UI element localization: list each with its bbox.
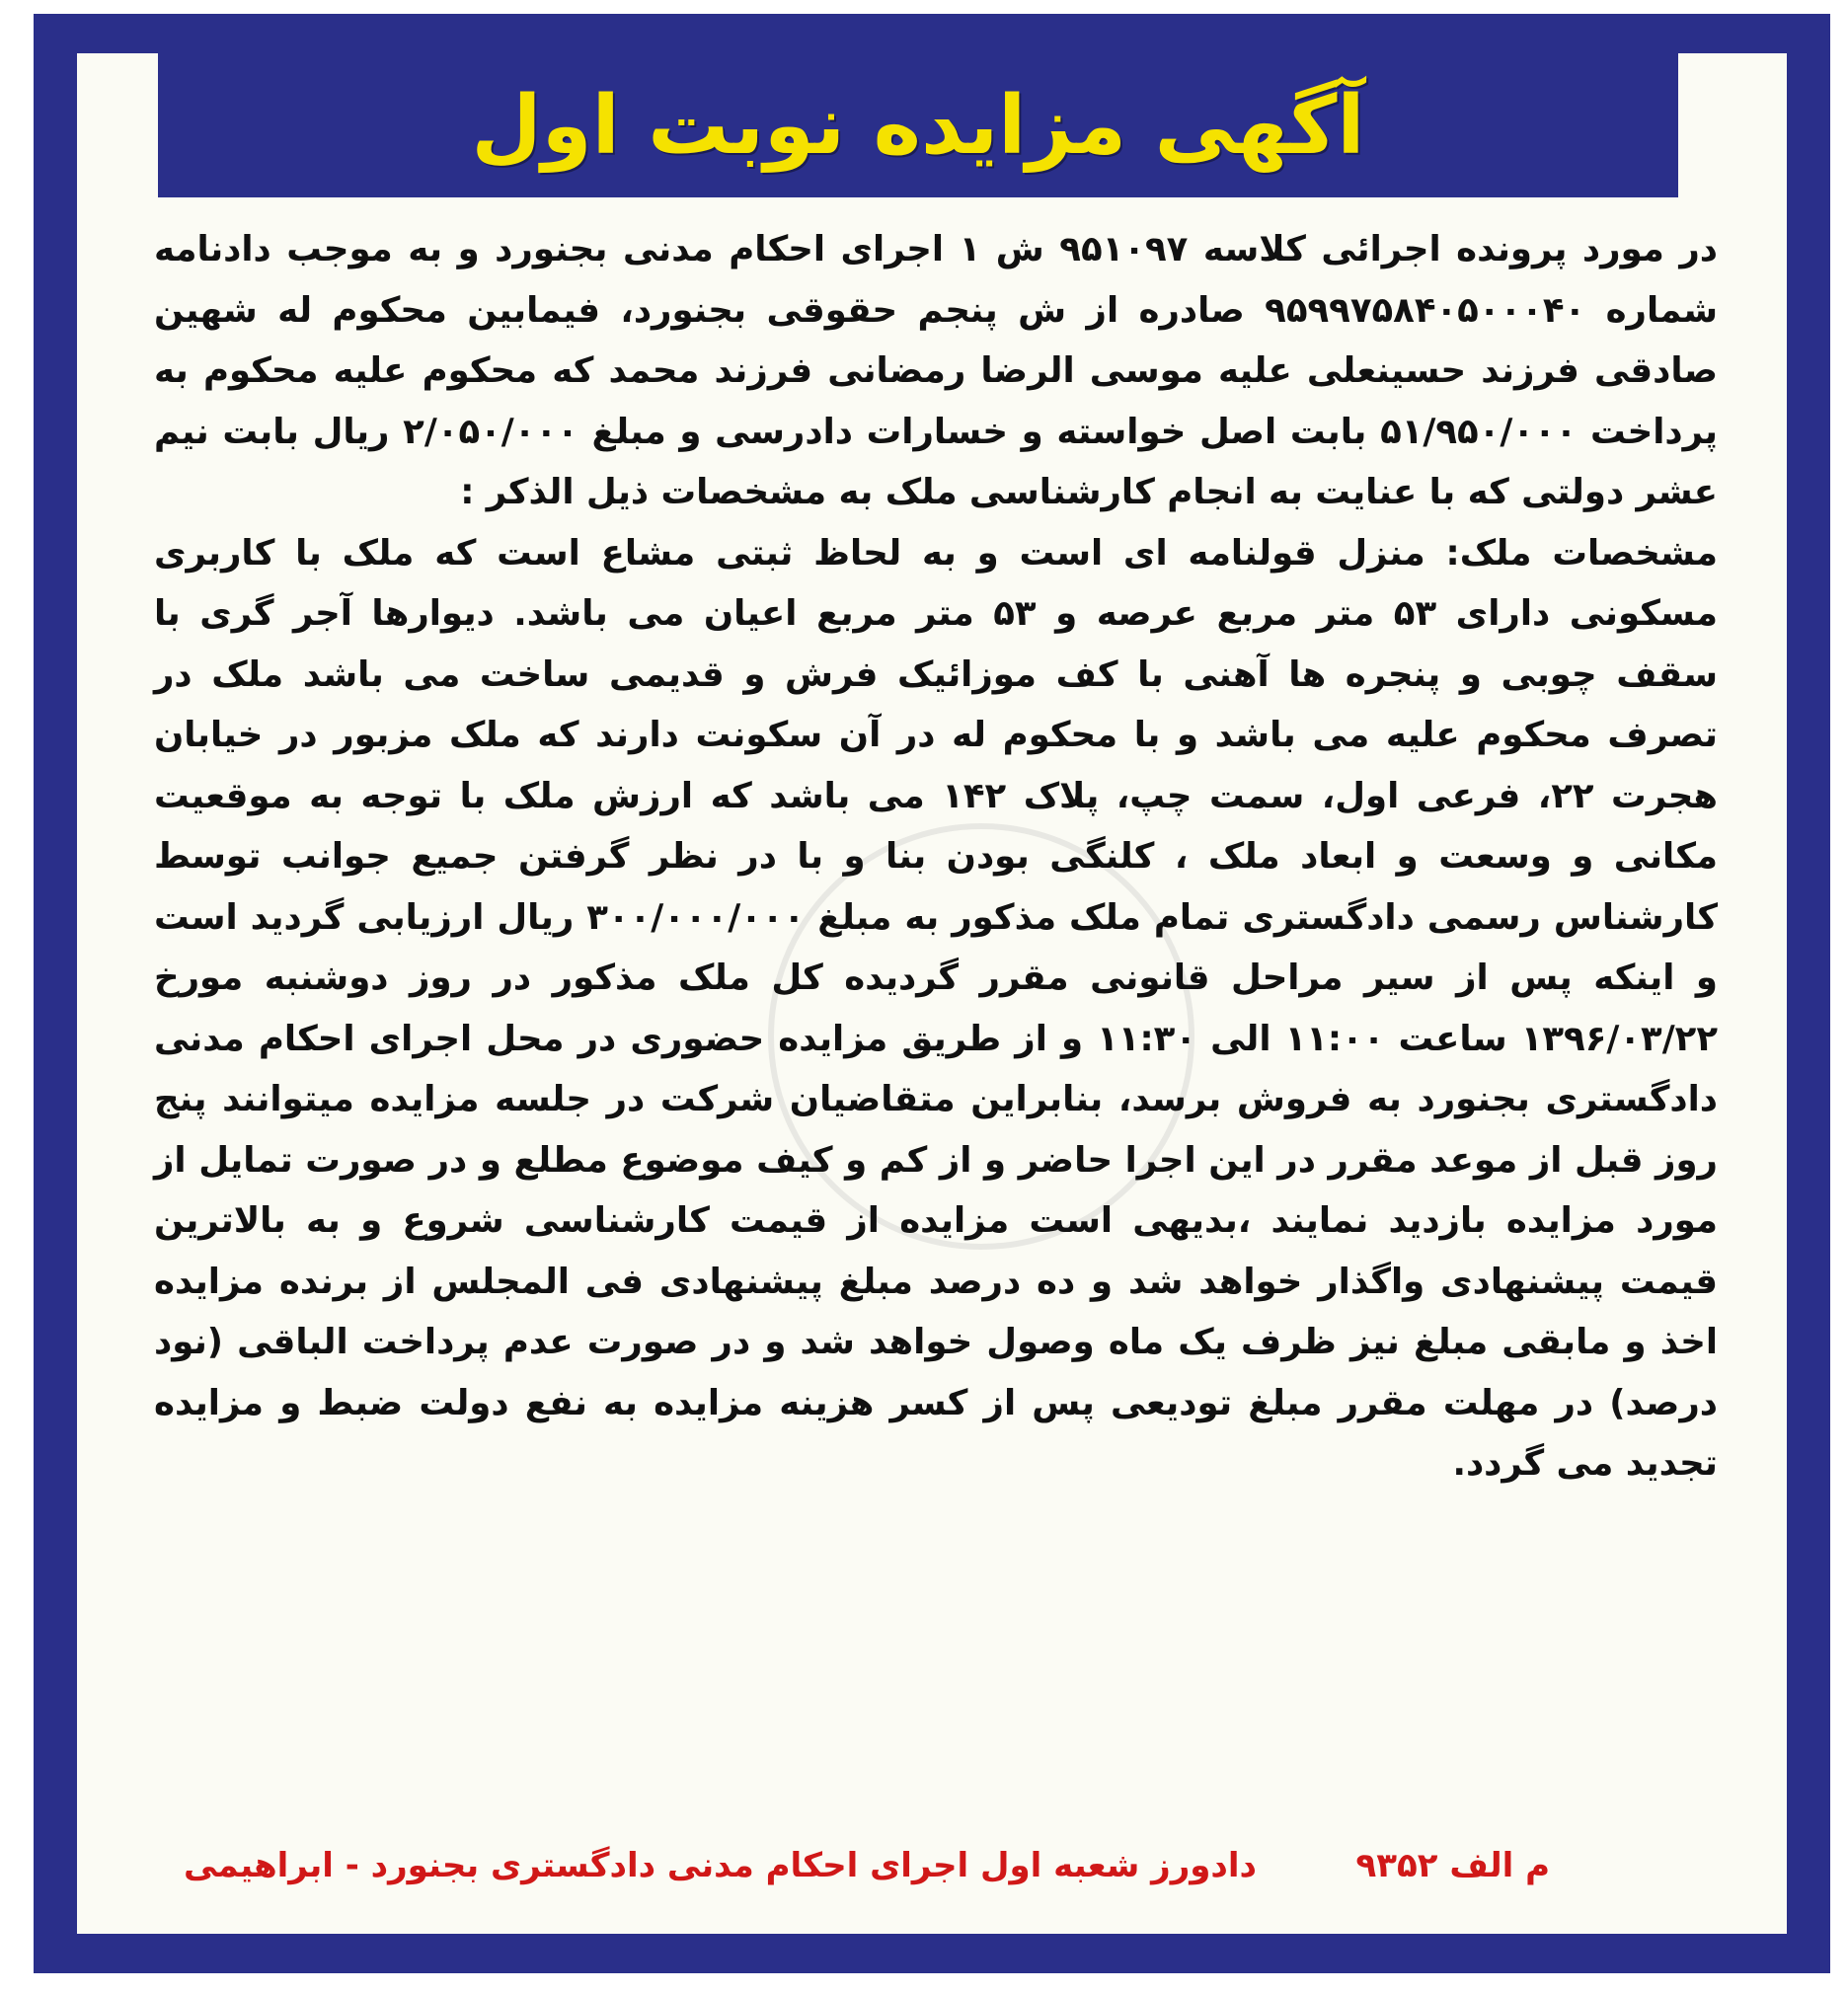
notice-panel [77,53,1787,1934]
notice-footer [154,1838,1718,1893]
notice-paragraph-property: مشخصات ملک: منزل قولنامه ای است و به لحاظ ثبتی مشاع است که ملک با کاربری مسکونی دارای ۵۳ متر مربع عرصه و ۵۳ متر مربع اعیان می باشد. دیوارها آجر گری با سقف چوبی و پنجره ها آهنی با کف موزائیک فرش و قدیمی ساخت می باشد ملک در تصرف محکوم علیه می باشد و با محکوم له در آن سکونت دارند که ملک مزبور در خیابان هجرت ۲۲، فرعی اول، سمت چپ، پلاک ۱۴۲ می باشد که ارزش ملک با توجه به موقعیت مکانی و وسعت و ابعاد ملک ، کلنگی بودن بنا و با در نظر گرفتن جمیع جوانب توسط کارشناس رسمی دادگستری تمام ملک مذکور به مبلغ ۳۰۰/۰۰۰/۰۰۰ ریال ارزیابی گردید است و اینکه پس از سیر مراحل قانونی مقرر گردیده کل ملک مذکور در روز دوشنبه مورخ ۱۳۹۶/۰۳/۲۲ ساعت ۱۱:۰۰ الی ۱۱:۳۰ و از طریق مزایده حضوری در محل اجرای احکام مدنی دادگستری بجنورد به فروش برسد، بنابراین متقاضیان شرکت در جلسه مزایده میتوانند پنج روز قبل از موعد مقرر در این اجرا حاضر و از کم و کیف موضوع مطلع و در صورت تمایل از مورد مزایده بازدید نمایند ،بدیهی است مزایده از قیمت کارشناسی شروع و به بالاترین قیمت پیشنهادی واگذار خواهد شد و ده درصد مبلغ پیشنهادی فی المجلس از برنده مزایده اخذ و مابقی مبلغ نیز ظرف یک ماه وصول خواهد شد و در صورت عدم پرداخت الباقی (نود درصد) در مهلت مقرر مبلغ تودیعی پس از کسر هزینه مزایده به نفع دولت ضبط و مزایده تجدید می گردد. [154,532,1719,1484]
title-banner [158,53,1678,197]
footer-signature: دادورز شعبه اول اجرای احکام مدنی دادگستری بجنورد - ابراهیمی [184,1846,1257,1885]
notice-title: آگهی مزایده نوبت اول [471,78,1365,173]
notice-body [154,219,1718,1495]
footer-reference-number: م الف ۹۳۵۲ [1355,1846,1550,1885]
notice-paragraph-case: در مورد پرونده اجرائی کلاسه ۹۵۱۰۹۷ ش ۱ اجرای احکام مدنی بجنورد و به موجب دادنامه شماره ۹۵۹۹۷۵۸۴۰۵۰۰۰۴۰ صادره از ش پنجم حقوقی بجنورد، فیمابین محکوم له شهین صادقی فرزند حسینعلی علیه موسی الرضا رمضانی فرزند محمد که محکوم علیه محکوم به پرداخت ۵۱/۹۵۰/۰۰۰ بابت اصل خواسته و خسارات دادرسی و مبلغ ۲/۰۵۰/۰۰۰ ریال بابت نیم عشر دولتی که با عنایت به انجام کارشناسی ملک به مشخصات ذیل الذکر : [154,229,1719,512]
notice-frame [34,14,1830,1973]
